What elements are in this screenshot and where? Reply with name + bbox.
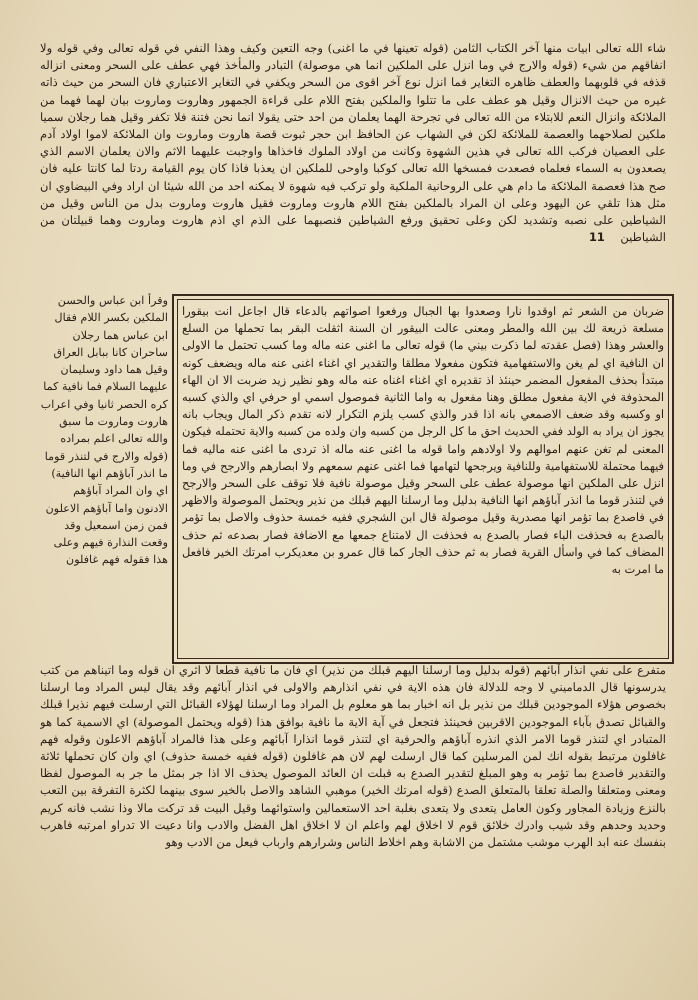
top-commentary-text: شاء الله تعالى ابيات منها آخر الكتاب الثامن (قوله تعينها في ما اغنى) وجه التعين وكيف وهذا النفي في قوله تعالى وفي قوله ولا انفاقهم من شيء (قوله والارج في وما انزل على الملكين انما هي موصولة) التبادر والمأخذ فهي عطف على السحر ومعنى انزاله قذفه في قلوبهما والعطف ظاهره التغاير فما انزل نوع آخر اقوى من السحر ويكفي في التغاير الاعتباري فان السحر من حيث ذاته غيره من حيث الانزال وقيل هو عطف على ما تتلوا والملكين بفتح اللام على قراءة الجمهور وهاروت وماروت بيان لهما فهما من الملائكة وانزال النعم للابتلاء من الله تعالى في تجرحة الهما يعلمان من احد حتى يقولا انما نحن فتنة فلا تكفر وقيل هما رجلان سميا ملكين لصلاحهما والعصمة للملائكة لكن في الشهاب عن الحافظ ابن حجر ثبوت قصة هاروت وماروت وان الملائكة لاموا اولاد آدم على العصيان فركب الله تعالى في هذين الشهوة وكانت من اولاد الملوك فاخذاها واوجبت عليهما الاثم والان يعلمان الاسم الذي يصعدون به السماء فعلماه فصعدت فمسخها الله تعالى كوكبا واوحى للملكين ان يعذبا فاذا كان يوم القيامة ردتا لما كانتا عليه فان صح هذا فعصمة الملائكة ما دام هي على الروحانية الملكية ولو تركب فيه شهوة لا يمكنه احد من الله شيئا ان اراد وفي البيضاوي ان مثل هذا تلقي عن اليهود وعلى ان المراد بالملكين بفتح اللام هاروت وماروت فقيل هاروت وماروت بدل من الناس وقيل من الشياطين على نصبه وتشديد لكن وعلى تحقيق ورفع الشياطين فنصبهما على الذم اي اذم هاروت وماروت وهما قبيلتان من الشياطين [40, 41, 666, 245]
bottom-commentary-text: متفرع على نفي انذار آبائهم (قوله بدليل وما ارسلنا اليهم قبلك من نذير) اي فان ما نافية قطعا لا اثري ان قوله وما اتيناهم من كتب يدرسونها قال الدماميني لا وجه للدلالة فان هذه الاية في نفي انذارهم والاولى في انذار آبائهم وقد يقال ليس المراد وما ارسلنا بخصوص هؤلاء الموجودين قبلك من نذير بل انه اخبار بما هو معلوم بل المراد وما ارسلنا لهؤلاء القبائل التي ارسلت فيهم نذيرا قبلك والقبائل تصدق بآباء الموجودين الاقربين فحينئذ فتجعل في آية الاية ما نافية بوافق هذا (قوله ويحتمل الموصولة) اي الاسمية كما هو المتبادر اي لتنذر قوما الامر الذي انذره آباؤهم والحرفية اي لتنذر قوما انذارا آبائهم وعلى هذا فالمراد آباؤهم الاعلون وقوله فهم غافلون مرتبط بقوله انك لمن المرسلين كما قال ارسلت لهم لان هم غافلون (قوله ففيه خمسة حذوف) اي وان كان تحملها ثلاثة والتقدير فاصدع بما تؤمر به وهو المبلغ لتقدير الصدع به قبلت ان العائد الموصول يحذف الا اذا جر بمثل ما جر به الموصول لفظا ومعنى ومتعلقا والصلة تعلقا بالمتعلق الصدع (قوله امرتك الخير) موهبي الشاهد والاصل بالخير سوى بينهما لكثرة التفرقة بين التعب بالنزع وزيادة المجاور وكون العامل يتعدى ولا يتعدى بغلبة احد الاستعمالين واستوائهما وقيل البيت قد تركت مالا وذا نشب فانه كريم وحديد وحدهم وقد شيب وادرك خلائق قوم لا اخلاق لهم واعلم ان لا اخلاق اهل الفضل والادب وانا دعيت الا تدراو امرتبه فاهرب بنفسك عنه ابد الهرب موشب مشتمل من الاشابة وهم اخلاط الناس وشرارهم وارباب فيعل من الادب وهو [40, 663, 666, 850]
top-commentary [40, 40, 666, 292]
marginal-commentary-text: وقرأ ابن عباس والحسن الملكين بكسر اللام فقال ابن عباس هما رجلان ساحران كانا ببابل العراق وقيل هما داود وسليمان عليهما السلام فما نافية كما كره الحصر ثانيا وفي اعراب هاروت وماروت ما سبق والله تعالى اعلم بمراده (قوله والارج في لتنذر قوما ما انذر آباؤهم انها النافية) اي وان المراد آباؤهم الادنون واما آباؤهم الاعلون فمن زمن اسمعيل وقد وقعت النذارة فيهم وعلى هذا فقوله فهم غافلون [40, 294, 168, 567]
page-number: 11 [588, 230, 605, 245]
marginal-commentary [40, 292, 168, 664]
main-text-body: ضربان من الشعر ثم اوقدوا نارا وصعدوا بها الجبال ورفعوا اصواتهم بالدعاء قال اجاعل انت بيقورا مسلعة ذريعة لك بين الله والمطر ومعنى عالت البيقور ان السنة اثقلت البقر بما تحملها من السلع والعشر وهذا (فصل عقدته لما ذكرت بيني ما) قوله تعالى ما اغنى عنه ماله وما كسب تحتمل ما الاولى ان النافية اي لم يغن والاستفهامية فتكون مفعولا مطلقا والتقدير اي اغناء اغنى عنه ماله ويضعف كونه مبتدأ بحذف المفعول المضمر حينئذ اذ تقديره اي اغناء اغناه عنه ماله وهو نظير زيد ضربت الا ان الهاء المحذوفة في الاية مفعول مطلق وهنا مفعول به واما الثانية فموصول اسمي او حرفي اي والذي كسبه او وكسبه وقد ضعف الاصمعي بانه اذا قدر والذي كسب يلزم التكرار لانه تقدم ذكر المال ويجاب بانه يجوز ان يراد به الولد ففي الحديث احق ما كل الرجل من كسبه وان ولده من كسبه والاية تحتمله فيكون المعنى لم تغن عنهم اموالهم ولا اولادهم واما قوله ما اغنى عنه ماله اذ تردى ما اغنى عنه ماليه فما فيهما محتملة للاستفهامية وللنافية ويرجحها لتهامها فما اغنى عنهم سمعهم ولا ابصارهم والارجح في وما انزل على الملكين انها موصولة عطف على السحر وقيل موصولة نافية فلا توقف على السحر والارجح في لتنذر قوما ما انذر آباؤهم انها النافية بدليل وما ارسلنا اليهم قبلك من نذير ويحتمل الموصولة والاظهر في فاصدع بما تؤمر انها مصدرية وقيل موصولة قال ابن الشجري ففيه خمسة حذوف والاصل بما تؤمر بالصدع به فحذفت الباء فصار بالصدع به فحذفت ال لامتناع جمعها مع الاضافة فصار بصدعه ثم حذف المضاف كما في واسأل القرية فصار به ثم حذف الجار كما قال عمرو بن معديكرب امرتك الخير فافعل ما امرت به [182, 304, 664, 577]
bottom-commentary [40, 662, 666, 962]
main-text-frame [172, 294, 674, 664]
main-text [182, 303, 664, 656]
